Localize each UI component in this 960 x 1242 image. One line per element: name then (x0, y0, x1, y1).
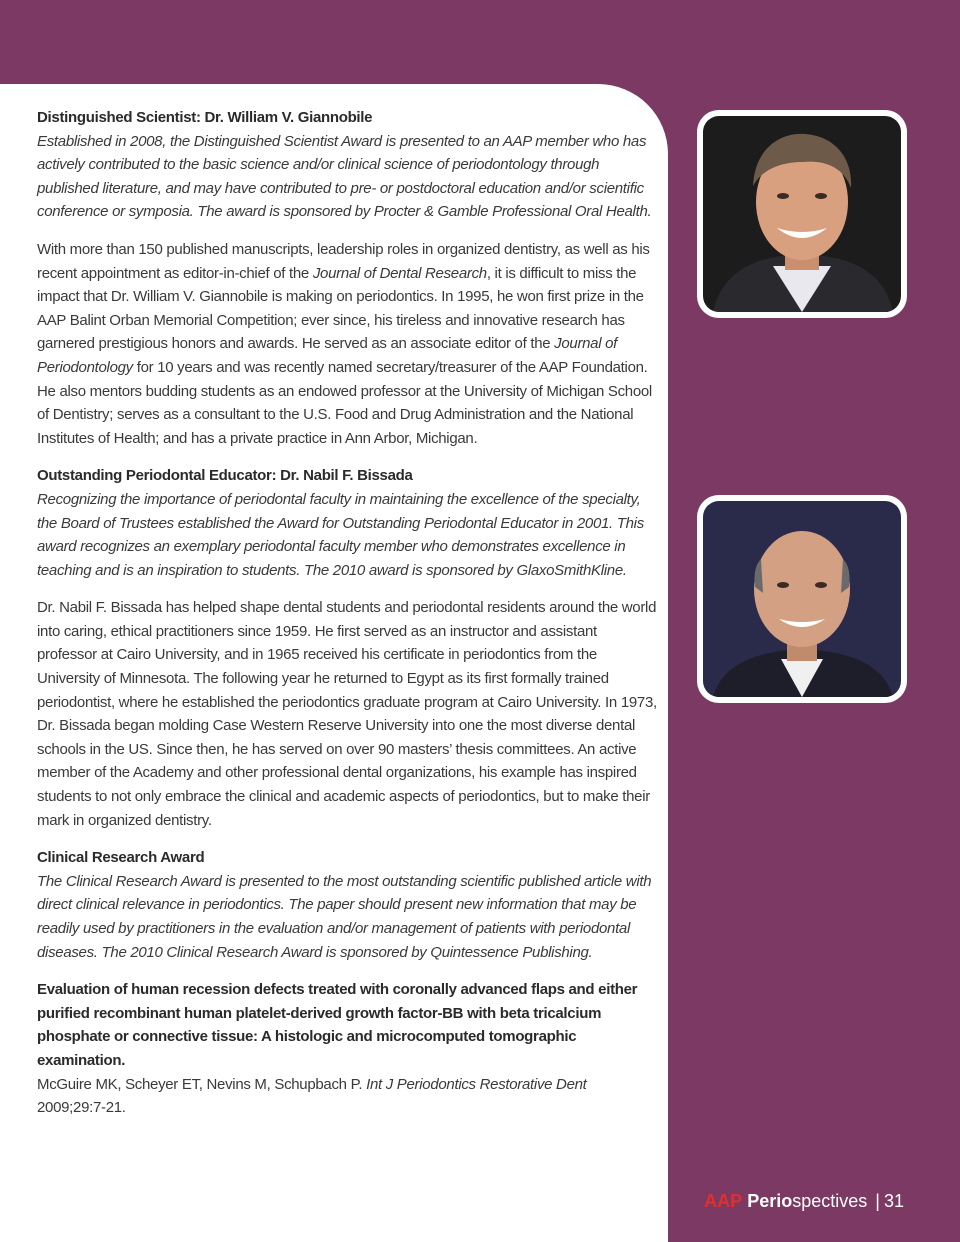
portrait-photo-bissada (697, 495, 907, 703)
brand-aap: AAP (704, 1191, 743, 1211)
footer-separator: | (875, 1191, 880, 1211)
article-journal: Int J Periodontics Restorative Dent (366, 1075, 587, 1093)
portrait-icon (703, 501, 901, 697)
brand-spectives: spectives (792, 1191, 868, 1211)
article-content (37, 106, 659, 1120)
portrait-icon (703, 116, 901, 312)
page-number: 31 (883, 1191, 904, 1211)
body-text: , it is difficult to miss the impact that Dr. William V. Giannobile is making on periodontics. In 1995, he won first prize in the AAP Balint Orban Memorial Competition; ever since, his tireless and innovative research has garnered prestigious honors and awards. He served as an associate editor of the (37, 264, 644, 353)
page-footer (704, 1191, 904, 1212)
section-heading-distinguished-scientist: Distinguished Scientist: Dr. William V. Giannobile (37, 109, 373, 126)
article-title: Evaluation of human recession defects treated with coronally advanced flaps and either purified recombinant human platelet-derived growth factor-BB with beta tricalcium phosphate or connective tissue: A histologic and microcomputed tomographic examination. (37, 981, 638, 1069)
section-body-distinguished-scientist (37, 238, 659, 450)
journal-title: Journal of Dental Research (312, 264, 487, 282)
brand-perio: Perio (747, 1191, 793, 1211)
journal-title: Journal of Periodontology (37, 335, 618, 376)
section-intro-distinguished-scientist: Established in 2008, the Distinguished Scientist Award is presented to an AAP member who has actively contributed to the basic science and/or clinical science of periodontology through published literature, and may have contributed to pre- or postdoctoral education and/or scientific conference or symposia. The award is sponsored by Procter & Gamble Professional Oral Health. (37, 132, 652, 221)
section-heading-periodontal-educator: Outstanding Periodontal Educator: Dr. Nabil F. Bissada (37, 467, 413, 485)
section-intro-clinical-research: The Clinical Research Award is presented to the most outstanding scientific published article with direct clinical relevance in periodontics. The paper should present new information that may be readily used by practitioners in the evaluation and/or management of patients with periodontal diseases. The 2010 Clinical Research Award is sponsored by Quintessence Publishing. (37, 872, 652, 961)
article-year-pages: 2009;29:7-21. (37, 1099, 126, 1117)
article-authors: McGuire MK, Scheyer ET, Nevins M, Schupbach P. (37, 1075, 367, 1093)
section-intro-periodontal-educator: Recognizing the importance of periodontal faculty in maintaining the excellence of the specialty, the Board of Trustees established the Award for Outstanding Periodontal Educator in 2001. This award recognizes an exemplary periodontal faculty member who demonstrates excellence in teaching and is an inspiration to students. The 2010 award is sponsored by GlaxoSmithKline. (37, 490, 644, 579)
section-heading-clinical-research: Clinical Research Award (37, 849, 205, 867)
portrait-photo-giannobile (697, 110, 907, 318)
body-text: for 10 years and was recently named secretary/treasurer of the AAP Foundation. He also mentors budding students as an endowed professor at the University of Michigan School of Dentistry; serves as a consultant to the U.S. Food and Drug Administration and the National Institutes of Health; and has a private practice in Ann Arbor, Michigan. (37, 358, 652, 447)
article-citation (37, 1073, 659, 1120)
section-body-periodontal-educator: Dr. Nabil F. Bissada has helped shape dental students and periodontal residents around the world into caring, ethical practitioners since 1959. He first served as an instructor and assistant professor at Cairo University, and in 1965 received his certificate in periodontics from the University of Minnesota. The following year he returned to Egypt as its first formally trained periodontist, where he established the periodontics graduate program at Cairo University. In 1973, Dr. Bissada began molding Case Western Reserve University into one the most diverse dental schools in the US. Since then, he has served on over 90 masters’ thesis committees. An active member of the Academy and other professional dental organizations, his example has inspired students to not only embrace the clinical and academic aspects of periodontics, but to make their mark in organized dentistry. (37, 599, 657, 829)
body-text: With more than 150 published manuscripts, leadership roles in organized dentistry, as well as his recent appointment as editor-in-chief of the (37, 240, 650, 282)
